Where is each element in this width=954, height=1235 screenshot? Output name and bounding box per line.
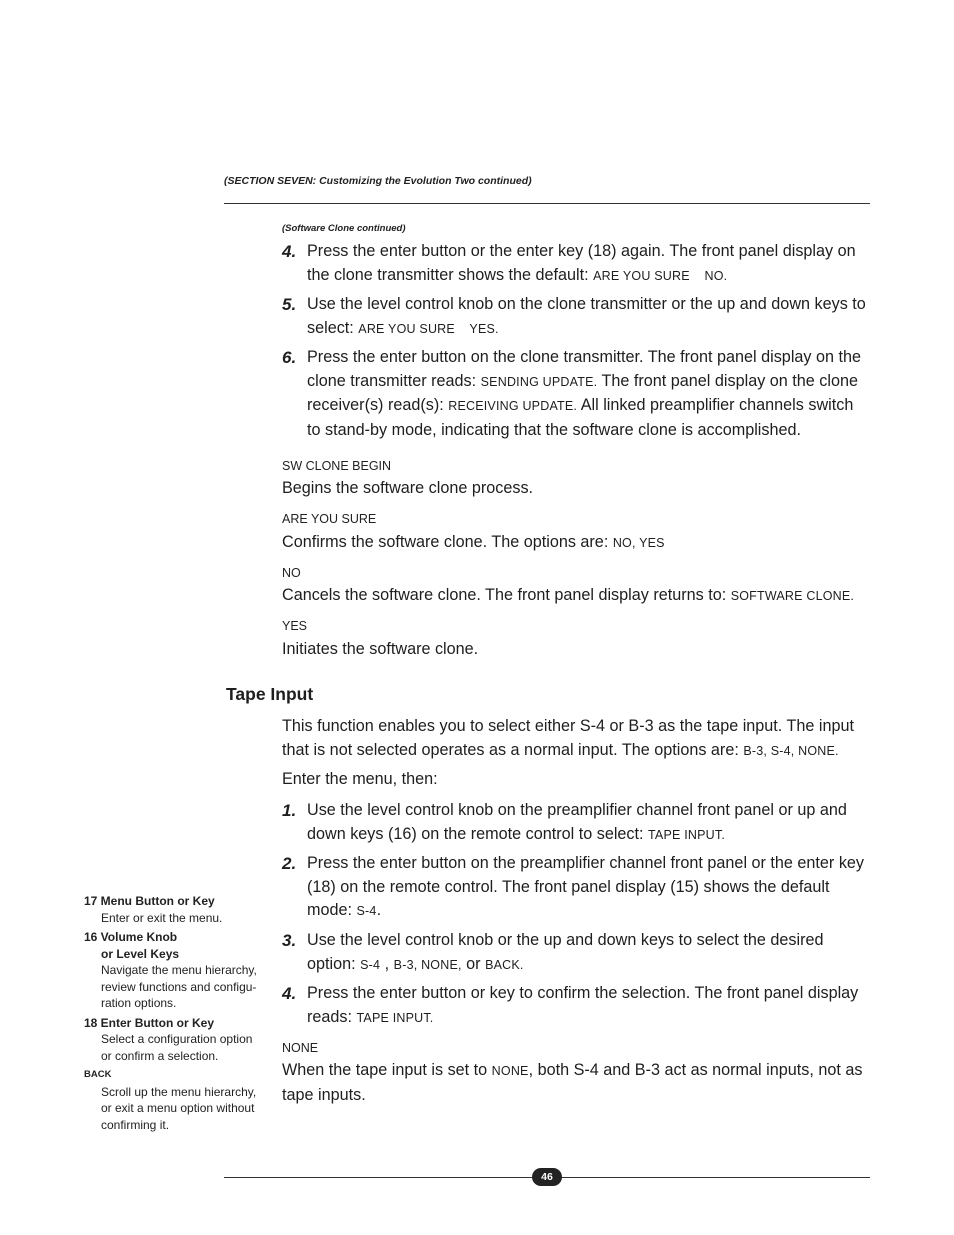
key-16-title: 16 Volume Knob [84, 930, 178, 944]
step-number: 4. [282, 242, 297, 261]
step-number: 4. [282, 984, 297, 1003]
tape-intro: This function enables you to select either S-4 or B-3 as the tape input. The input that is not selected operates as a normal input. The options are: B-3, S-4, NONE. [282, 717, 855, 759]
header-rule [224, 203, 870, 204]
step-number: 6. [282, 348, 297, 367]
page-number: 46 [532, 1168, 562, 1186]
option-desc: Confirms the software clone. The options are: NO, YES [282, 533, 665, 551]
back-desc: Scroll up the menu hierarchy, or exit a menu option without confirming it. [101, 1084, 257, 1132]
none-label: NONE [282, 1041, 319, 1055]
option-label: YES [282, 619, 308, 633]
clone-continued-label: (Software Clone continued) [282, 223, 406, 234]
key-17-title: 17 Menu Button or Key [84, 894, 215, 908]
key-16-desc: Navigate the menu hierarchy, review functions and configu-ration options. [101, 963, 257, 1010]
footer-rule-right [560, 1177, 870, 1178]
tape-enter-menu: Enter the menu, then: [282, 770, 438, 788]
step-number: 3. [282, 931, 297, 950]
key-18-title: 18 Enter Button or Key [84, 1015, 215, 1030]
option-label: ARE YOU SURE [282, 512, 377, 526]
option-desc: Cancels the software clone. The front panel display returns to: SOFTWARE CLONE. [282, 586, 855, 604]
footer-rule-left [224, 1177, 534, 1178]
step-number: 5. [282, 295, 297, 314]
option-label: SW CLONE BEGIN [282, 459, 392, 473]
option-label: NO [282, 566, 301, 580]
key-18-desc: Select a configuration option or confirm a selection. [101, 1032, 253, 1063]
key-legend [84, 893, 264, 1133]
option-desc: Begins the software clone process. [282, 479, 534, 497]
key-16-title-2: or Level Keys [101, 946, 180, 961]
back-title: BACK [84, 1069, 112, 1080]
section-header: (SECTION SEVEN: Customizing the Evolution Two continued) [224, 175, 532, 187]
key-17-desc: Enter or exit the menu. [101, 910, 223, 925]
step-number: 1. [282, 801, 297, 820]
none-desc: When the tape input is set to NONE, both S-4 and B-3 act as normal inputs, not as tape inputs. [282, 1061, 863, 1104]
option-desc: Initiates the software clone. [282, 640, 479, 658]
tape-input-heading: Tape Input [226, 684, 314, 704]
step-number: 2. [282, 854, 297, 873]
